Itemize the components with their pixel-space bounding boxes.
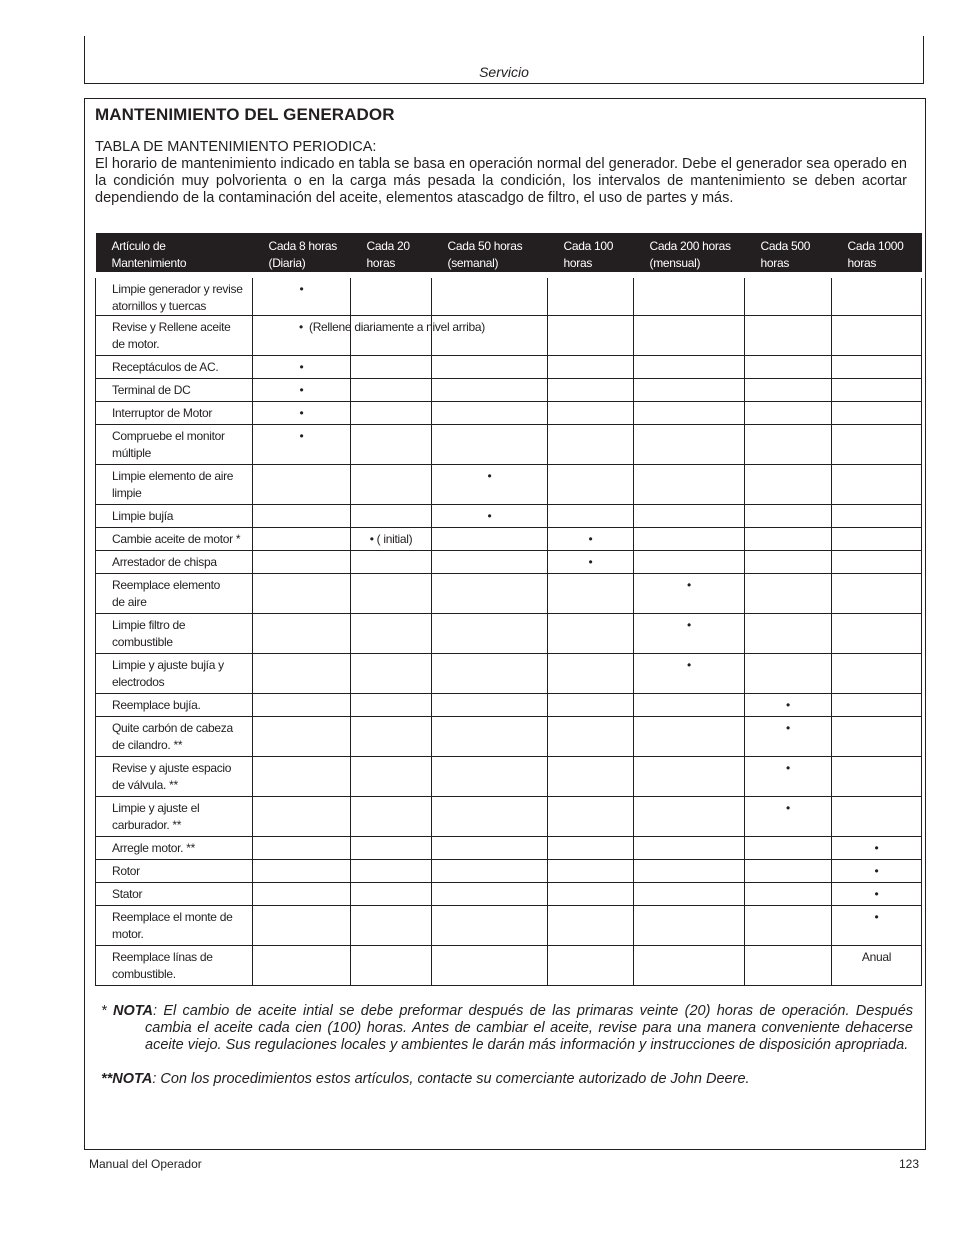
interval-cell bbox=[832, 797, 922, 837]
table-row bbox=[96, 837, 922, 860]
interval-cell bbox=[745, 316, 832, 356]
interval-cell bbox=[253, 946, 351, 986]
interval-cell bbox=[548, 906, 634, 946]
column-header: Cada 200 horas (mensual) bbox=[634, 233, 745, 275]
interval-cell bbox=[351, 275, 432, 316]
table-row bbox=[96, 425, 922, 465]
interval-cell bbox=[832, 883, 922, 906]
interval-cell bbox=[832, 316, 922, 356]
interval-cell bbox=[745, 425, 832, 465]
interval-cell bbox=[548, 717, 634, 757]
note-label: NOTA bbox=[112, 1003, 153, 1019]
interval-cell bbox=[634, 654, 745, 694]
interval-cell bbox=[548, 694, 634, 717]
column-header: Cada 20 horas bbox=[351, 233, 432, 275]
maintenance-item: Limpie y ajuste bujía y electrodos bbox=[96, 654, 253, 694]
interval-cell bbox=[832, 654, 922, 694]
interval-cell bbox=[745, 837, 832, 860]
interval-cell bbox=[351, 425, 432, 465]
interval-cell bbox=[548, 551, 634, 574]
interval-cell bbox=[832, 946, 922, 986]
maintenance-item: Revise y ajuste espacio de válvula. ** bbox=[96, 757, 253, 797]
maintenance-item: Compruebe el monitor múltiple bbox=[96, 425, 253, 465]
interval-cell bbox=[634, 275, 745, 316]
footer-manual-title: Manual del Operador bbox=[89, 1157, 202, 1171]
interval-cell bbox=[634, 551, 745, 574]
interval-cell bbox=[832, 528, 922, 551]
interval-cell bbox=[548, 402, 634, 425]
interval-mark: • ( initial) bbox=[369, 532, 413, 546]
notes bbox=[101, 1003, 913, 1088]
interval-cell bbox=[351, 654, 432, 694]
interval-cell bbox=[253, 528, 351, 551]
table-row bbox=[96, 694, 922, 717]
maintenance-item: Reemplace bujía. bbox=[96, 694, 253, 717]
maintenance-item: Rotor bbox=[96, 860, 253, 883]
interval-cell bbox=[634, 505, 745, 528]
table-row bbox=[96, 574, 922, 614]
table-row bbox=[96, 906, 922, 946]
column-header: Cada 500 horas bbox=[745, 233, 832, 275]
interval-cell bbox=[253, 465, 351, 505]
interval-cell bbox=[432, 528, 548, 551]
interval-cell bbox=[832, 837, 922, 860]
maintenance-item: Cambie aceite de motor * bbox=[96, 528, 253, 551]
interval-cell bbox=[253, 837, 351, 860]
interval-cell bbox=[745, 717, 832, 757]
interval-note: (Rellene diariamente a nivel arriba) bbox=[309, 320, 485, 334]
interval-cell bbox=[634, 837, 745, 860]
interval-mark: • bbox=[874, 864, 879, 878]
interval-cell bbox=[548, 356, 634, 379]
maintenance-item: Reemplace el monte de motor. bbox=[96, 906, 253, 946]
interval-cell bbox=[432, 402, 548, 425]
interval-mark: • bbox=[299, 320, 303, 334]
interval-mark: • bbox=[299, 406, 304, 420]
interval-cell bbox=[634, 465, 745, 505]
interval-cell bbox=[432, 275, 548, 316]
maintenance-item: Reemplace línas de combustible. bbox=[96, 946, 253, 986]
interval-cell bbox=[634, 402, 745, 425]
interval-cell bbox=[832, 551, 922, 574]
table-row bbox=[96, 465, 922, 505]
page-title: MANTENIMIENTO DEL GENERADOR bbox=[95, 105, 395, 124]
interval-cell bbox=[745, 906, 832, 946]
interval-cell bbox=[548, 425, 634, 465]
interval-cell bbox=[634, 906, 745, 946]
interval-mark: • bbox=[687, 658, 691, 672]
interval-cell bbox=[351, 465, 432, 505]
interval-mark: • bbox=[299, 429, 304, 443]
interval-cell bbox=[832, 402, 922, 425]
interval-mark: • bbox=[786, 721, 790, 735]
interval-cell bbox=[548, 883, 634, 906]
interval-cell bbox=[432, 379, 548, 402]
interval-cell bbox=[351, 551, 432, 574]
interval-cell bbox=[253, 717, 351, 757]
note-oil-change bbox=[101, 1003, 913, 1054]
table-row bbox=[96, 275, 922, 316]
interval-cell bbox=[745, 860, 832, 883]
interval-mark: • bbox=[299, 360, 304, 374]
interval-cell bbox=[432, 465, 548, 505]
maintenance-item: Arregle motor. ** bbox=[96, 837, 253, 860]
column-header: Cada 100 horas bbox=[548, 233, 634, 275]
section-label: Servicio bbox=[479, 64, 529, 80]
interval-cell bbox=[634, 694, 745, 717]
column-header: Cada 50 horas (semanal) bbox=[432, 233, 548, 275]
interval-cell bbox=[432, 946, 548, 986]
interval-cell bbox=[832, 860, 922, 883]
interval-cell bbox=[634, 356, 745, 379]
interval-cell bbox=[253, 860, 351, 883]
maintenance-item: Limpie bujía bbox=[96, 505, 253, 528]
interval-mark: • bbox=[786, 801, 790, 815]
interval-cell bbox=[832, 614, 922, 654]
interval-cell bbox=[253, 316, 485, 356]
interval-cell bbox=[351, 356, 432, 379]
interval-cell bbox=[351, 883, 432, 906]
table-row bbox=[96, 883, 922, 906]
interval-cell bbox=[253, 275, 351, 316]
interval-cell bbox=[351, 574, 432, 614]
interval-mark: • bbox=[874, 910, 879, 924]
maintenance-item: Quite carbón de cabeza de cilandro. ** bbox=[96, 717, 253, 757]
maintenance-table bbox=[95, 233, 922, 986]
interval-cell bbox=[745, 574, 832, 614]
interval-cell bbox=[634, 757, 745, 797]
interval-cell bbox=[351, 694, 432, 717]
interval-cell bbox=[351, 860, 432, 883]
table-row bbox=[96, 505, 922, 528]
note-text: : Con los procedimientos estos artículos, contacte su comerciante autorizado de John Deere. bbox=[152, 1071, 750, 1087]
interval-cell bbox=[351, 717, 432, 757]
interval-cell bbox=[745, 402, 832, 425]
table-row bbox=[96, 797, 922, 837]
interval-cell bbox=[253, 757, 351, 797]
interval-cell bbox=[253, 883, 351, 906]
interval-cell bbox=[832, 379, 922, 402]
table-row bbox=[96, 379, 922, 402]
interval-cell bbox=[351, 797, 432, 837]
maintenance-item: Limpie filtro de combustible bbox=[96, 614, 253, 654]
interval-cell bbox=[745, 654, 832, 694]
interval-cell bbox=[432, 425, 548, 465]
interval-cell bbox=[745, 505, 832, 528]
table-row bbox=[96, 614, 922, 654]
interval-cell bbox=[832, 757, 922, 797]
interval-cell bbox=[745, 946, 832, 986]
column-header: Cada 8 horas (Diaria) bbox=[253, 233, 351, 275]
interval-cell bbox=[253, 356, 351, 379]
interval-cell bbox=[432, 860, 548, 883]
note-label: NOTA bbox=[112, 1071, 153, 1087]
interval-cell bbox=[253, 906, 351, 946]
interval-cell bbox=[253, 694, 351, 717]
maintenance-item: Limpie generador y revise atornillos y tuercas bbox=[96, 275, 253, 316]
interval-cell bbox=[832, 275, 922, 316]
interval-cell bbox=[548, 654, 634, 694]
interval-mark: • bbox=[588, 532, 593, 546]
maintenance-item: Stator bbox=[96, 883, 253, 906]
note-dealer bbox=[101, 1071, 913, 1088]
interval-cell bbox=[432, 574, 548, 614]
interval-cell bbox=[253, 379, 351, 402]
interval-cell bbox=[253, 402, 351, 425]
table-row bbox=[96, 946, 922, 986]
content-frame bbox=[84, 98, 926, 1150]
interval-cell bbox=[634, 860, 745, 883]
interval-mark: Anual bbox=[861, 950, 892, 964]
table-body bbox=[96, 275, 922, 986]
interval-cell bbox=[432, 654, 548, 694]
interval-cell bbox=[351, 402, 432, 425]
interval-cell bbox=[634, 574, 745, 614]
interval-cell bbox=[432, 883, 548, 906]
interval-cell bbox=[832, 717, 922, 757]
interval-cell bbox=[253, 797, 351, 837]
interval-mark: • bbox=[687, 618, 691, 632]
table-row bbox=[96, 356, 922, 379]
interval-cell bbox=[745, 614, 832, 654]
interval-cell bbox=[745, 883, 832, 906]
intro-heading: TABLA DE MANTENIMIENTO PERIODICA: bbox=[95, 139, 377, 155]
interval-cell bbox=[832, 356, 922, 379]
interval-cell bbox=[548, 465, 634, 505]
interval-cell bbox=[548, 505, 634, 528]
interval-cell bbox=[634, 717, 745, 757]
interval-cell bbox=[832, 505, 922, 528]
interval-cell bbox=[634, 316, 745, 356]
page-header bbox=[84, 36, 924, 84]
column-header: Cada 1000 horas bbox=[832, 233, 922, 275]
interval-cell bbox=[351, 906, 432, 946]
table-row bbox=[96, 528, 922, 551]
interval-cell bbox=[832, 425, 922, 465]
interval-cell bbox=[351, 528, 432, 551]
interval-cell bbox=[832, 694, 922, 717]
interval-cell bbox=[745, 694, 832, 717]
interval-cell bbox=[432, 694, 548, 717]
interval-cell bbox=[745, 356, 832, 379]
maintenance-item: Limpie y ajuste el carburador. ** bbox=[96, 797, 253, 837]
interval-mark: • bbox=[487, 469, 492, 483]
intro-body: El horario de mantenimiento indicado en tabla se basa en operación normal del generador. Debe el generador sea operado en la condición muy polvorienta o en la carga más pesada la condición, los intervalos de mantenimiento se deben acortar dependiendo de la contaminación del aceite, elementos atascadgo de filtro, el uso de partes y más. bbox=[95, 156, 907, 206]
interval-cell bbox=[548, 757, 634, 797]
interval-cell bbox=[351, 614, 432, 654]
interval-mark: • bbox=[786, 761, 790, 775]
interval-mark: • bbox=[588, 555, 593, 569]
interval-cell bbox=[634, 946, 745, 986]
interval-cell bbox=[548, 614, 634, 654]
table-header-row bbox=[96, 233, 922, 275]
maintenance-item: Interruptor de Motor bbox=[96, 402, 253, 425]
interval-cell bbox=[745, 275, 832, 316]
interval-cell bbox=[253, 551, 351, 574]
maintenance-item: Limpie elemento de aire limpie bbox=[96, 465, 253, 505]
interval-cell bbox=[548, 837, 634, 860]
maintenance-item: Arrestador de chispa bbox=[96, 551, 253, 574]
interval-cell bbox=[432, 906, 548, 946]
interval-cell bbox=[432, 757, 548, 797]
interval-cell bbox=[432, 551, 548, 574]
intro-text bbox=[95, 139, 907, 207]
interval-cell bbox=[634, 379, 745, 402]
interval-cell bbox=[832, 906, 922, 946]
table-row bbox=[96, 316, 922, 356]
table-row bbox=[96, 757, 922, 797]
interval-cell bbox=[351, 946, 432, 986]
interval-cell bbox=[832, 465, 922, 505]
interval-cell bbox=[745, 551, 832, 574]
maintenance-item: Reemplace elemento de aire bbox=[96, 574, 253, 614]
interval-cell bbox=[351, 837, 432, 860]
interval-cell bbox=[253, 574, 351, 614]
interval-mark: • bbox=[299, 383, 304, 397]
interval-cell bbox=[634, 883, 745, 906]
table-row bbox=[96, 717, 922, 757]
interval-cell bbox=[253, 505, 351, 528]
interval-cell bbox=[432, 614, 548, 654]
interval-cell bbox=[548, 379, 634, 402]
interval-cell bbox=[745, 528, 832, 551]
page-number: 123 bbox=[899, 1157, 920, 1171]
interval-cell bbox=[634, 528, 745, 551]
column-header: Artículo de Mantenimiento bbox=[96, 233, 253, 275]
interval-cell bbox=[745, 465, 832, 505]
interval-cell bbox=[351, 505, 432, 528]
interval-cell bbox=[548, 946, 634, 986]
interval-cell bbox=[548, 860, 634, 883]
interval-cell bbox=[634, 614, 745, 654]
interval-cell bbox=[253, 614, 351, 654]
interval-mark: • bbox=[687, 578, 691, 592]
table-row bbox=[96, 860, 922, 883]
interval-cell bbox=[432, 505, 548, 528]
note-marker: * bbox=[101, 1003, 113, 1019]
interval-mark: • bbox=[487, 509, 492, 523]
interval-mark: • bbox=[299, 282, 304, 296]
table-row bbox=[96, 654, 922, 694]
note-text: : El cambio de aceite intial se debe preformar después de las primaras veinte (20) horas de operación. Después cambia el aceite cada cien (100) horas. Antes de cambiar el aceite, revise para una manera conveniente dehacerse aceite viejo. Sus regulaciones locales y ambientes le darán más información y instrucciones de disposición apropriada. bbox=[145, 1003, 914, 1053]
interval-cell bbox=[253, 654, 351, 694]
interval-cell bbox=[548, 574, 634, 614]
interval-cell bbox=[548, 316, 634, 356]
maintenance-item: Terminal de DC bbox=[96, 379, 253, 402]
table-row bbox=[96, 402, 922, 425]
interval-cell bbox=[351, 379, 432, 402]
interval-cell bbox=[634, 425, 745, 465]
interval-cell bbox=[745, 757, 832, 797]
interval-cell bbox=[634, 797, 745, 837]
interval-mark: • bbox=[874, 841, 879, 855]
interval-cell bbox=[832, 574, 922, 614]
interval-cell bbox=[432, 356, 548, 379]
interval-cell bbox=[548, 797, 634, 837]
interval-cell bbox=[745, 379, 832, 402]
interval-mark: • bbox=[786, 698, 790, 712]
interval-mark: • bbox=[874, 887, 879, 901]
table-row bbox=[96, 551, 922, 574]
interval-cell bbox=[548, 275, 634, 316]
interval-cell bbox=[253, 425, 351, 465]
interval-cell bbox=[432, 717, 548, 757]
interval-cell bbox=[745, 797, 832, 837]
interval-cell bbox=[432, 797, 548, 837]
maintenance-item: Receptáculos de AC. bbox=[96, 356, 253, 379]
maintenance-item: Revise y Rellene aceite de motor. bbox=[96, 316, 253, 356]
interval-cell bbox=[432, 837, 548, 860]
note-marker: ** bbox=[101, 1071, 113, 1087]
interval-cell bbox=[351, 757, 432, 797]
interval-cell bbox=[548, 528, 634, 551]
